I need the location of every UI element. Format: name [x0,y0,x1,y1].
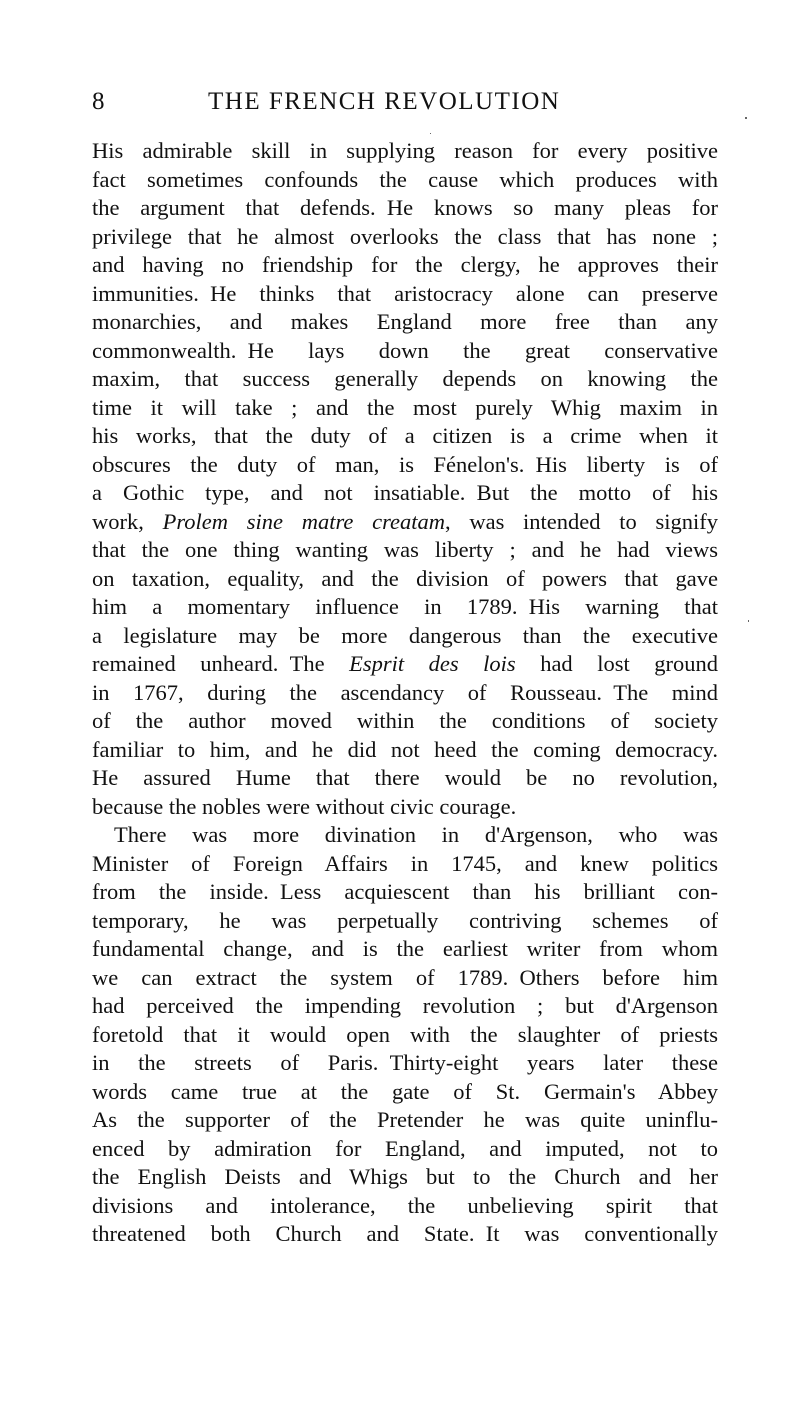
text-line: his works, that the duty of a citizen is a crime when it [92,423,718,448]
scan-speck [748,620,749,622]
text-line: from the inside. Less acquiescent than his brilliant con- [92,879,718,904]
text-line: fact sometimes confounds the cause which produces with [92,166,718,192]
text-line: of the author moved within the conditions of society [92,708,718,733]
text-line: immunities. He thinks that aristocracy alone can preserve [92,280,718,306]
text-line: words came true at the gate of St. Germain's Abbey [92,1078,718,1104]
text-line: had perceived the impending revolution ; but d'Argenson [92,993,718,1018]
text-line: in 1767, during the ascendancy of Rousseau. The mind [92,679,718,705]
text-line: in the streets of Paris. Thirty-eight years later these [92,1050,718,1075]
text-line: enced by admiration for England, and imputed, not to [92,1135,718,1161]
text-line: him a momentary influence in 1789. His warning that [92,594,718,619]
text-line: privilege that he almost overlooks the class that has none ; [92,223,718,249]
text-line: As the supporter of the Pretender he was quite uninflu- [92,1107,718,1132]
text-line: and having no friendship for the clergy, he approves their [92,252,718,277]
text-line: threatened both Church and State. It was conventionally [92,1221,718,1246]
text-line: that the one thing wanting was liberty ; and he had views [92,537,718,562]
text-line: maxim, that success generally depends on knowing the [92,366,718,391]
text-line: Minister of Foreign Affairs in 1745, and knew politics [92,850,718,876]
text-line: remained unheard. The Esprit des lois had lost ground [92,651,718,676]
text-line: commonwealth. He lays down the great conservative [92,337,718,363]
italic-title: Prolem sine matre creatam [162,508,445,534]
text-line: on taxation, equality, and the division of powers that gave [92,565,718,591]
text-line: fundamental change, and is the earliest writer from whom [92,936,718,961]
text-line: foretold that it would open with the slaughter of priests [92,1021,718,1047]
scan-speck [745,117,747,119]
text-line: divisions and intolerance, the unbelieving spirit that [92,1192,718,1218]
text-line: familiar to him, and he did not heed the coming democracy. [92,736,718,762]
text-line: monarchies, and makes England more free than any [92,309,718,334]
text-line: we can extract the system of 1789. Others before him [92,964,718,990]
text-line: obscures the duty of man, is Fénelon's. His liberty is of [92,451,718,477]
italic-title: Esprit des lois [349,651,516,676]
running-title: THE FRENCH REVOLUTION [208,88,561,115]
text-line: His admirable skill in supplying reason for every positive [92,138,718,163]
text-line: temporary, he was perpetually contriving schemes of [92,907,718,933]
text-line: a Gothic type, and not insatiable. But the motto of his [92,480,718,505]
text-line: a legislature may be more dangerous than the executive [92,622,718,648]
text-line: There was more divination in d'Argenson, who was [114,822,718,847]
text-line: He assured Hume that there would be no revolution, [92,765,718,790]
text-line: the English Deists and Whigs but to the Church and her [92,1164,718,1189]
scan-speck [430,133,431,134]
page-number: 8 [92,88,105,115]
text-line: the argument that defends. He knows so many pleas for [92,195,718,220]
text-line: because the nobles were without civic courage. [92,793,517,819]
text-line: work, Prolem sine matre creatam, was intended to signify [92,508,718,534]
text-line: time it will take ; and the most purely Whig maxim in [92,394,718,420]
page-header [92,88,718,120]
body-text [92,137,718,1249]
